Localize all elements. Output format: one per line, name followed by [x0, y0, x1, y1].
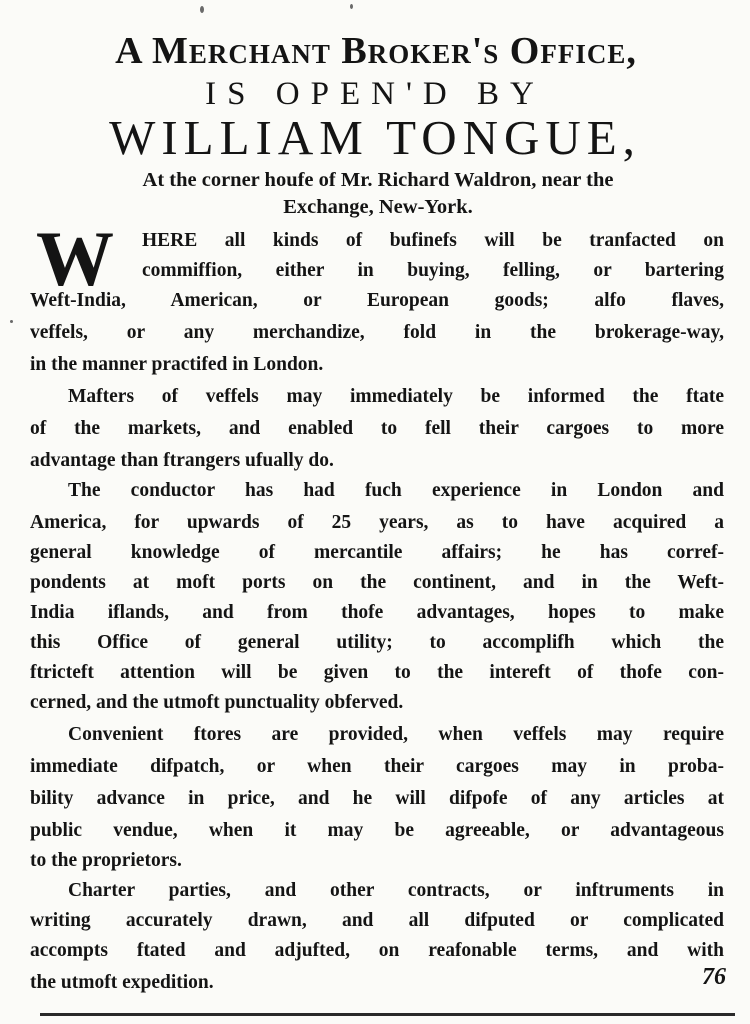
body-line: Convenient ftores are provided, when veffels may require [68, 724, 724, 745]
body-line: the utmoft expedition. [30, 972, 214, 993]
body-line: Mafters of veffels may immediately be informed the ftate [68, 386, 724, 407]
bottom-rule [40, 1013, 735, 1016]
ink-speck [350, 4, 353, 9]
body-line: America, for upwards of 25 years, as to have acquired a [30, 512, 724, 533]
body-line: Weft-India, American, or European goods; alfo flaves, [30, 290, 724, 311]
address-subheading [28, 167, 728, 221]
body-line: in the manner practifed in London. [30, 354, 324, 375]
body-line: general knowledge of mercantile affairs; he has corref- [30, 542, 724, 563]
body-line: veffels, or any merchandize, fold in the brokerage-way, [30, 322, 724, 343]
body-line: HERE all kinds of bufinefs will be tranfacted on [142, 230, 724, 251]
body-line: commiffion, either in buying, felling, or bartering [142, 260, 724, 281]
body-line: this Office of general utility; to accomplifh which the [30, 632, 724, 653]
body-line: immediate difpatch, or when their cargoes may in proba- [30, 756, 724, 777]
heading-opened-by: IS OPEN'D BY [205, 76, 545, 112]
address-line: At the corner houfe of Mr. Richard Waldron, near the [142, 169, 614, 191]
ink-speck [200, 6, 204, 13]
body-line: cerned, and the utmoft punctuality obferved. [30, 692, 404, 713]
body-line: advantage than ftrangers ufually do. [30, 450, 334, 471]
body-line: writing accurately drawn, and all difputed or complicated [30, 910, 724, 931]
drop-cap-letter: W [36, 215, 114, 302]
body-line: accompts ftated and adjufted, on reafonable terms, and with [30, 940, 724, 961]
body-line: to the proprietors. [30, 850, 182, 871]
body-line: bility advance in price, and he will difpofe of any articles at [30, 788, 724, 809]
ink-speck [10, 320, 13, 323]
address-line: Exchange, New-York. [283, 196, 473, 218]
body-line: of the markets, and enabled to fell their cargoes to more [30, 418, 724, 439]
body-line: public vendue, when it may be agreeable, or advantageous [30, 820, 724, 841]
body-line: India iflands, and from thofe advantages, hopes to make [30, 602, 724, 623]
body-line: ftricteft attention will be given to the intereft of thofe con- [30, 662, 724, 683]
heading-office-title: A Merchant Broker's Office, [115, 30, 637, 72]
heading-proprietor-name: WILLIAM TONGUE, [109, 110, 641, 165]
folio-mark: 76 [702, 964, 726, 990]
body-line: pondents at moft ports on the continent, and in the Weft- [30, 572, 724, 593]
body-line: The conductor has had fuch experience in London and [68, 480, 724, 501]
body-line: Charter parties, and other contracts, or inftruments in [68, 880, 724, 901]
